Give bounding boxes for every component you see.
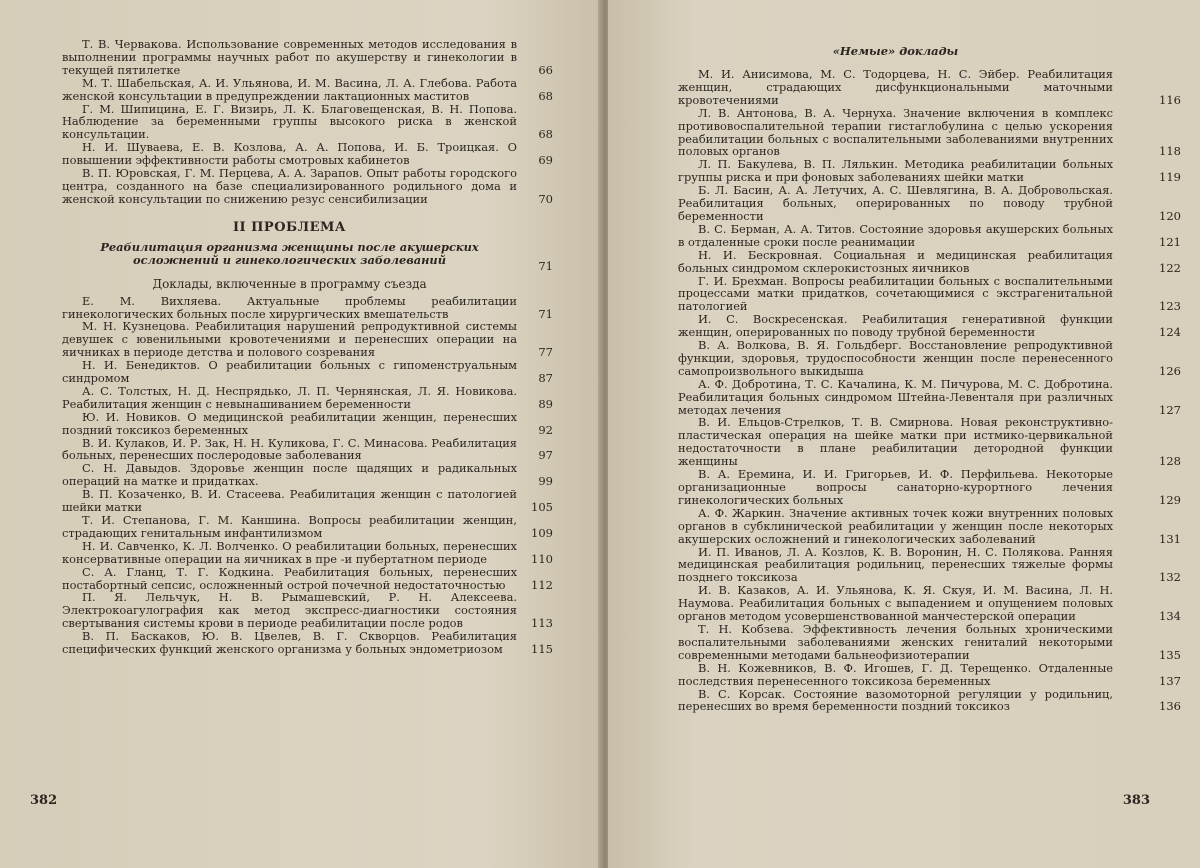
toc-entry-text: М. Т. Шабельская, А. И. Ульянова, И. М. Васина, Л. А. Глебова. Работа женской консультации в предупреждении лактационных маститов — [62, 75, 517, 103]
toc-entry-page: 89 — [538, 396, 553, 411]
toc-entry-page: 121 — [1159, 234, 1181, 249]
toc-entry-page: 120 — [1159, 208, 1181, 223]
toc-entry-text: Л. В. Антонова, В. А. Чернуха. Значение включения в комплекс противовоспалительной терапии гистаглобулина с целью ускорения реабилитации больных с воспалительными заболеваниями внутренних половых органов — [678, 105, 1113, 159]
toc-entry-page: 116 — [1159, 92, 1181, 107]
toc-entry-page: 118 — [1159, 144, 1181, 159]
toc-entry-text: Н. И. Шуваева, Е. В. Козлова, А. А. Попова, И. Б. Троицкая. О повышении эффективности работы смотровых кабинетов — [62, 140, 517, 168]
toc-entry — [678, 505, 1181, 546]
toc-entry-text: Б. Л. Басин, А. А. Летучих, А. С. Шевлягина, В. А. Добровольская. Реабилитация больных, оперированных по поводу трубной беременности — [678, 183, 1113, 223]
toc-entry-page: 127 — [1159, 402, 1181, 417]
toc-entry — [62, 37, 553, 77]
toc-entry-text: Т. В. Червакова. Использование современных методов исследования в выполнении программы научных работ по акушерству и гинекологии в текущей пятилетке — [62, 37, 517, 77]
page-number-right: 383 — [1122, 793, 1150, 808]
toc-entry-text: Н. И. Савченко, К. Л. Волченко. О реабилитации больных, перенесших консервативные операции на яичниках в пре -и пубертатном периоде — [62, 538, 517, 566]
toc-entry — [678, 157, 1181, 185]
toc-entry — [678, 273, 1181, 314]
right-page — [608, 0, 1200, 868]
toc-entry — [678, 415, 1181, 469]
toc-entry-text: В. П. Юровская, Г. М. Перцева, А. А. Зарапов. Опыт работы городского центра, созданного на базе специализированного родильного дома и женской консультации по снижению резус сенсибилизации — [62, 166, 517, 206]
toc-entry-page: 99 — [538, 474, 553, 489]
toc-entry-page: 123 — [1159, 299, 1181, 314]
toc-entry-page: 87 — [538, 371, 553, 386]
toc-entry-page: 134 — [1159, 609, 1181, 624]
toc-entry — [678, 105, 1181, 159]
toc-entry — [678, 660, 1181, 688]
toc-entry-text: А. Ф. Добротина, Т. С. Качалина, К. М. Пичурова, М. С. Добротина. Реабилитация больных синдромом Штейна-Левенталя при различных методах лечения — [678, 376, 1113, 417]
toc-list-included — [62, 293, 553, 657]
silent-reports-heading: «Немые» доклады — [832, 44, 959, 58]
toc-entry — [678, 338, 1181, 378]
toc-entry-text: А. Ф. Жаркин. Значение активных точек кожи внутренних половых органов в субклинической реабилитации у женщин после некоторых акушерских осложнений и гинекологических заболеваний — [678, 505, 1113, 546]
toc-entry-page: 131 — [1159, 531, 1181, 546]
toc-entry — [62, 461, 553, 489]
toc-entry — [62, 358, 553, 386]
toc-entry-text: В. С. Корсак. Состояние вазомоторной регуляции у родильниц, перенесших во время беременности поздний токсикоз — [678, 686, 1113, 714]
toc-entry-page: 92 — [538, 422, 553, 437]
toc-entry — [678, 467, 1181, 507]
toc-entry-page: 129 — [1159, 492, 1181, 507]
toc-entry — [62, 101, 553, 142]
toc-entry — [678, 583, 1181, 624]
toc-entry — [678, 544, 1181, 585]
toc-entry-text: В. С. Берман, А. А. Титов. Состояние здоровья акушерских больных в отдаленные сроки после реанимации — [678, 221, 1113, 249]
toc-entry-text: М. И. Анисимова, М. С. Тодорцева, Н. С. Эйбер. Реабилитация женщин, страдающих дисфункциональными маточными кровотечениями — [678, 67, 1113, 107]
toc-entry — [62, 564, 553, 592]
toc-entry-text: Н. И. Бескровная. Социальная и медицинская реабилитация больных синдромом склерокистозных яичников — [678, 247, 1113, 275]
toc-entry-page: 68 — [538, 88, 553, 103]
toc-entry-page: 115 — [531, 642, 553, 657]
toc-list-silent — [678, 67, 1181, 714]
toc-entry — [62, 319, 553, 360]
toc-entry-text: В. П. Баскаков, Ю. В. Цвелев, В. Г. Скворцов. Реабилитация специфических функций женского организма у больных эндометриозом — [62, 629, 517, 657]
toc-entry-page: 132 — [1159, 570, 1181, 585]
section-page-number: 71 — [538, 258, 553, 273]
toc-entry-text: М. Н. Кузнецова. Реабилитация нарушений репродуктивной системы девушек с ювенильными кровотечениями и перенесших операции на яичниках в периоде детства и полового созревания — [62, 319, 517, 360]
toc-entry-page: 126 — [1159, 363, 1181, 378]
toc-entry-page: 122 — [1159, 260, 1181, 275]
toc-entry-text: П. Я. Лельчук, Н. В. Рымашевский, Р. Н. Алексеева. Электрокоагулография как метод экспресс-диагностики состояния свертывания системы крови в периоде реабилитации после родов — [62, 590, 517, 631]
toc-entry — [678, 183, 1181, 223]
section-title: II ПРОБЛЕМА — [232, 219, 347, 235]
toc-entry-text: В. Н. Кожевников, В. Ф. Игошев, Г. Д. Терещенко. Отдаленные последствия перенесенного токсикоза беременных — [678, 660, 1113, 688]
toc-entry-page: 77 — [538, 345, 553, 360]
toc-entry-page: 70 — [538, 191, 553, 206]
toc-entry-page: 68 — [538, 127, 553, 142]
toc-entry — [678, 312, 1181, 340]
toc-entry-page: 109 — [531, 525, 553, 540]
toc-entry-text: Е. М. Вихляева. Актуальные проблемы реабилитации гинекологических больных после хирургических вмешательств — [62, 293, 517, 321]
toc-entry-page: 137 — [1159, 673, 1181, 688]
included-reports-title: Доклады, включенные в программу съезда — [152, 276, 427, 291]
toc-entry-page: 113 — [531, 616, 553, 631]
toc-entry-text: Т. И. Степанова, Г. М. Каншина. Вопросы реабилитации женщин, страдающих генитальным инфантилизмом — [62, 513, 517, 540]
toc-entry — [62, 487, 553, 515]
toc-entry-page: 97 — [538, 448, 553, 463]
toc-entry-page: 66 — [538, 62, 553, 77]
toc-entry — [678, 686, 1181, 714]
toc-entry-page: 128 — [1159, 454, 1181, 469]
toc-entry-text: Ю. И. Новиков. О медицинской реабилитации женщин, перенесших поздний токсикоз беременных — [62, 409, 517, 437]
toc-entry-text: С. А. Гланц, Т. Г. Кодкина. Реабилитация больных, перенесших постабортный сепсис, осложненный острой почечной недостаточностью — [62, 564, 517, 592]
toc-entry — [62, 629, 553, 657]
toc-entry-page: 71 — [538, 306, 553, 321]
toc-entry-text: Г. И. Брехман. Вопросы реабилитации больных с воспалительными процессами матки придатков, сочетающимися с экстрагенитальной патологией — [678, 273, 1113, 314]
toc-entry-text: В. А. Волкова, В. Я. Гольдберг. Восстановление репродуктивной функции, здоровья, трудоспособности женщин после перенесенного самопроизвольного выкидыша — [678, 338, 1113, 378]
toc-entry — [62, 538, 553, 566]
toc-entry — [62, 166, 553, 206]
toc-entry — [678, 247, 1181, 275]
toc-entry-page: 112 — [531, 577, 553, 592]
toc-entry — [62, 590, 553, 631]
toc-entry — [62, 75, 553, 103]
toc-entry — [62, 293, 553, 321]
toc-entry-text: Г. М. Шипицина, Е. Г. Визирь, Л. К. Благовещенская, В. Н. Попова. Наблюдение за беременными группы высокого риска в женской консультации. — [62, 101, 517, 142]
right-column — [678, 44, 1181, 714]
section-subtitle — [62, 239, 553, 273]
toc-entry — [62, 140, 553, 168]
toc-entry-text: Т. Н. Кобзева. Эффективность лечения больных хроническими воспалительными заболеваниями женских гениталий некоторыми современными методами бальнеофизиотерапии — [678, 621, 1113, 662]
toc-entry — [62, 513, 553, 540]
toc-entry-text: И. С. Воскресенская. Реабилитация генеративной функции женщин, оперированных по поводу трубной беременности — [678, 312, 1113, 340]
toc-entry-text: А. С. Толстых, Н. Д. Неспрядько, Л. П. Чернянская, Л. Я. Новикова. Реабилитация женщин с невынашиванием беременности — [62, 383, 517, 411]
page-number-left: 382 — [30, 793, 58, 808]
toc-entry — [678, 376, 1181, 417]
toc-entry — [62, 409, 553, 437]
toc-entry-page: 136 — [1159, 699, 1181, 714]
toc-entry-page: 69 — [538, 153, 553, 168]
toc-entry — [678, 621, 1181, 662]
toc-entry-text: С. Н. Давыдов. Здоровье женщин после щадящих и радикальных операций на матке и придатках. — [62, 461, 517, 489]
toc-entry-text: Н. И. Бенедиктов. О реабилитации больных с гипоменструальным синдромом — [62, 358, 517, 386]
toc-entry — [678, 67, 1181, 107]
toc-entry-page: 135 — [1159, 647, 1181, 662]
toc-entry-text: Л. П. Бакулева, В. П. Лялькин. Методика реабилитации больных группы риска и при фоновых заболеваниях шейки матки — [678, 157, 1113, 185]
toc-entry-text: В. И. Кулаков, И. Р. Зак, Н. Н. Куликова, Г. С. Минасова. Реабилитация больных, перенесших послеродовые заболевания — [62, 435, 517, 463]
toc-entry-page: 105 — [531, 500, 553, 515]
toc-entry — [62, 383, 553, 411]
toc-entry-page: 119 — [1159, 170, 1181, 185]
toc-entry-text: В. И. Ельцов-Стрелков, Т. В. Смирнова. Новая реконструктивно-пластическая операция на шейке матки при истмико-цервикальной недостаточности в плане реабилитации детородной функции женщины — [678, 415, 1113, 469]
section-subtitle-text: Реабилитация организма женщины после акушерских осложнений и гинекологических заболеваний — [100, 239, 479, 267]
toc-list-top — [62, 37, 553, 206]
toc-entry-text: В. А. Еремина, И. И. Григорьев, И. Ф. Перфильева. Некоторые организационные вопросы санаторно-курортного лечения гинекологических больных — [678, 467, 1113, 507]
toc-entry-text: И. В. Казаков, А. И. Ульянова, К. Я. Скуя, И. М. Васина, Л. Н. Наумова. Реабилитация больных с выпадением и опущением половых органов методом усовершенствованной манчестерской операции — [678, 583, 1113, 624]
toc-entry-page: 124 — [1159, 325, 1181, 340]
toc-entry — [62, 435, 553, 463]
toc-entry-text: В. П. Козаченко, В. И. Стасеева. Реабилитация женщин с патологией шейки матки — [62, 487, 517, 515]
toc-entry-text: И. П. Иванов, Л. А. Козлов, К. В. Воронин, Н. С. Полякова. Ранняя медицинская реабилитация родильниц, перенесших тяжелые формы позднего токсикоза — [678, 544, 1113, 585]
toc-entry — [678, 221, 1181, 249]
toc-entry-page: 110 — [531, 551, 553, 566]
left-column — [62, 37, 553, 657]
